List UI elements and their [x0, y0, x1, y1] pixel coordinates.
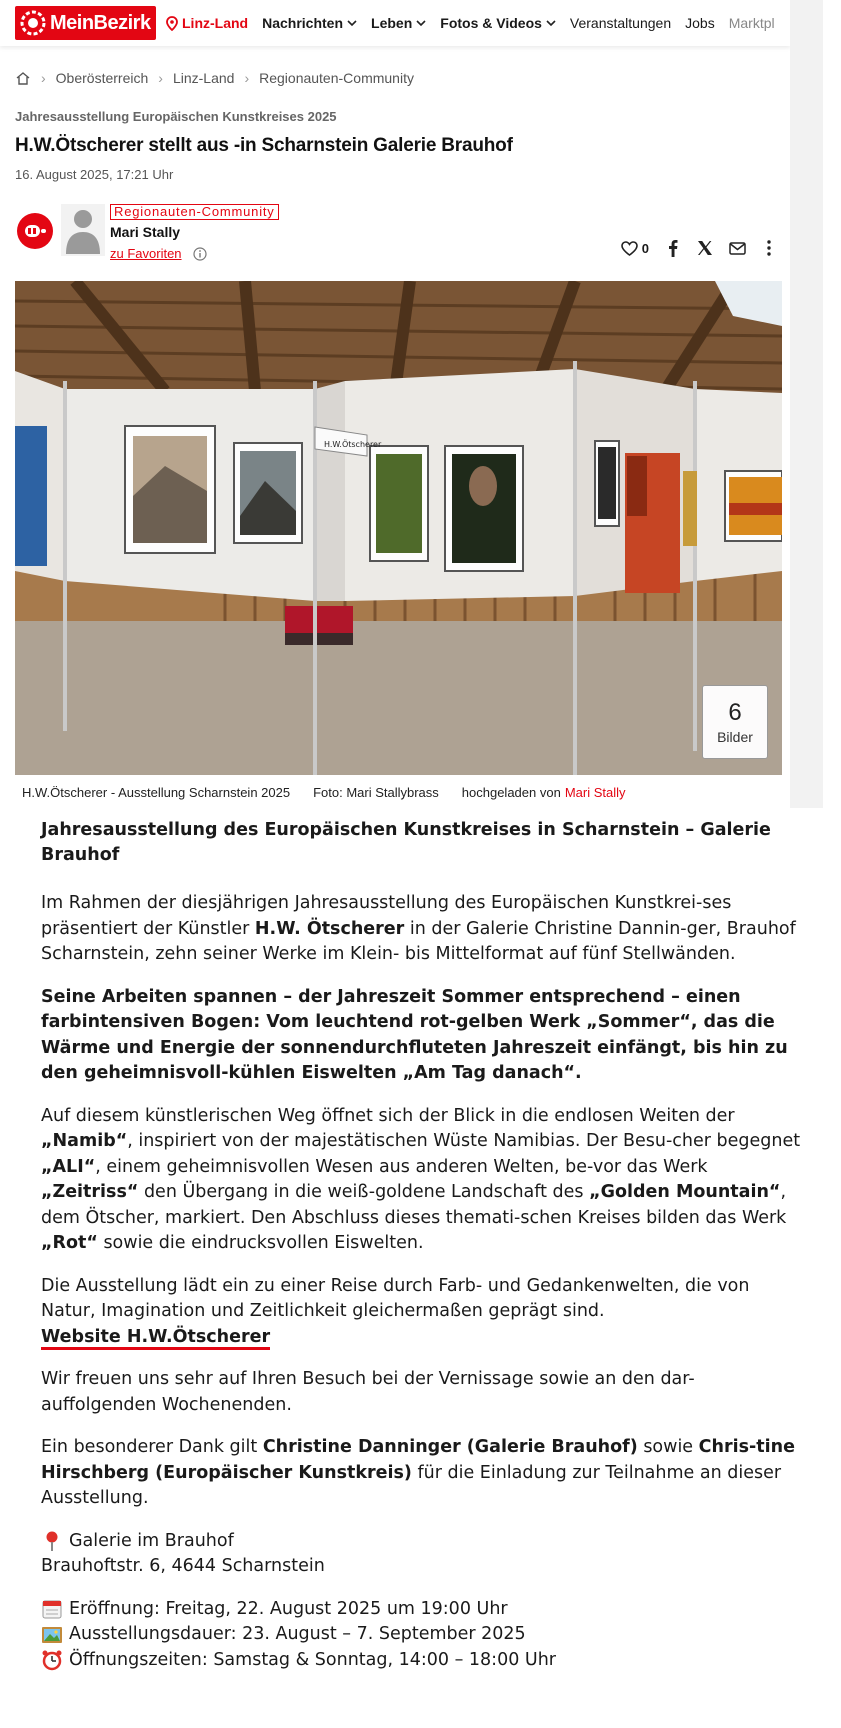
nav-item-fotos-videos[interactable] [440, 15, 556, 31]
breadcrumb-item[interactable]: Linz-Land [172, 70, 235, 86]
share-x-button[interactable] [689, 234, 721, 262]
x-icon [697, 240, 713, 256]
body-heading: Jahresausstellung des Europäischen Kunstkreises in Scharnstein – Galerie Brauhof [41, 820, 771, 865]
nav-item-label: Jobs [685, 15, 715, 31]
nav-item-label: Leben [371, 15, 413, 31]
breadcrumb [15, 70, 414, 86]
text: Ein besonderer Dank gilt [41, 1437, 263, 1457]
photo-credit: Foto: Mari Stallybrass [313, 784, 439, 800]
text: , inspiriert von der majestätischen Wüste Namibias. Der Besu-cher begegnet [127, 1131, 801, 1151]
text: den Übergang in die weiß-goldene Landschaft des [138, 1182, 590, 1202]
logo-mark-icon [20, 10, 46, 36]
chevron-down-icon [347, 20, 357, 27]
share-email-button[interactable] [721, 234, 753, 262]
map-pin-icon [166, 16, 178, 31]
article-date: 16. August 2025, 17:21 Uhr [15, 167, 174, 182]
text: Chris-tine Hirschberg (Europäischer Kunstkreis) [41, 1437, 795, 1483]
facebook-icon [668, 239, 678, 257]
paragraph-works [41, 1104, 809, 1257]
regionauten-badge-icon [17, 213, 53, 249]
user-icon [61, 204, 105, 256]
text: Im Rahmen der diesjährigen Jahresausstellung des Europäischen Kunstkrei-ses präsentiert der Künstler [41, 893, 732, 939]
text: , dem Ötscher, markiert. Den Abschluss dieses themati-schen Kreises bilden das Werk [41, 1182, 787, 1228]
gallery-label: Bilder [717, 729, 753, 745]
community-link[interactable]: Regionauten-Community [110, 204, 279, 220]
top-navigation [0, 0, 790, 46]
image-gallery-button[interactable] [702, 685, 768, 759]
artist-sign-text: H.W.Ötscherer [324, 440, 382, 449]
work-title: „ALI“ [41, 1156, 96, 1177]
duration-text: Ausstellungsdauer: 23. August – 7. September 2025 [69, 1624, 526, 1644]
more-options-button[interactable] [753, 234, 785, 262]
nav-item-label: Nachrichten [262, 15, 344, 31]
nav-item-nachrichten[interactable] [262, 15, 357, 31]
hours-line [41, 1648, 809, 1674]
nav-item-label: Marktpl [728, 15, 775, 31]
nav-item-veranstaltungen[interactable] [570, 15, 671, 31]
text: in der Galerie Christine Dannin-ger, Brauhof Scharnstein, zehn seiner Werke im Klein- bis Mittelformat auf fünf Stellwänden. [41, 918, 796, 964]
breadcrumb-separator-icon: › [158, 70, 163, 86]
text: sowie [637, 1437, 699, 1457]
text: sowie die eindrucksvollen Eiswelten. [97, 1233, 424, 1253]
region-selector[interactable] [166, 15, 248, 31]
more-vertical-icon [767, 240, 771, 256]
artist-website-link[interactable]: Website H.W.Ötscherer [41, 1327, 270, 1350]
paragraph-thanks [41, 1435, 809, 1512]
work-title: „Golden Mountain“ [589, 1182, 781, 1202]
calendar-icon [41, 1598, 63, 1620]
exhibition-photo [15, 281, 782, 775]
framed-picture-icon [41, 1624, 63, 1646]
like-count: 0 [641, 240, 649, 256]
paragraph-visit: Wir freuen uns sehr auf Ihren Besuch bei der Vernissage sowie an den dar-auffolgenden Wochenenden. [41, 1369, 695, 1415]
share-facebook-button[interactable] [657, 234, 689, 262]
share-bar [614, 234, 785, 262]
mail-icon [729, 242, 746, 255]
add-to-favorites-link[interactable]: zu Favoriten [110, 246, 182, 261]
text: Auf diesem künstlerischen Weg öffnet sich der Blick in die endlosen Weiten der [41, 1105, 735, 1126]
article-kicker: Jahresausstellung Europäischen Kunstkreises 2025 [15, 109, 337, 124]
opening-text: Eröffnung: Freitag, 22. August 2025 um 19:00 Uhr [69, 1598, 508, 1619]
gallery-count: 6 [728, 699, 742, 726]
text: Die Ausstellung lädt ein zu einer Reise durch Farb- und Gedankenwelten, die von Natur, Imagination und Zeitlichkeit gleichermaßen geprägt sind. [41, 1275, 750, 1321]
avatar[interactable] [61, 204, 105, 256]
logo-text: MeinBezirk [50, 11, 151, 34]
nav-item-jobs[interactable] [685, 15, 715, 31]
article-body [27, 808, 823, 1728]
uploaded-by-label: hochgeladen von [461, 784, 561, 800]
opening-line [41, 1597, 809, 1623]
caption-text: H.W.Ötscherer - Ausstellung Scharnstein 2025 [22, 784, 291, 800]
uploader-link[interactable]: Mari Stally [564, 784, 626, 800]
image-caption [15, 776, 790, 808]
author-row [15, 204, 785, 264]
round-pushpin-icon [41, 1530, 63, 1552]
info-icon[interactable] [193, 247, 207, 261]
venue-block [41, 1529, 809, 1580]
venue-name: Galerie im Brauhof [69, 1530, 234, 1551]
breadcrumb-item[interactable]: Oberösterreich [55, 70, 149, 86]
nav-item-label: Veranstaltungen [569, 15, 672, 31]
venue-name-line [41, 1529, 809, 1555]
heart-icon [621, 241, 638, 256]
breadcrumb-separator-icon: › [41, 70, 46, 86]
breadcrumb-item[interactable]: Regionauten-Community [259, 70, 414, 86]
chevron-down-icon [416, 20, 426, 27]
nav-item-marktplatz[interactable] [729, 15, 775, 31]
venue-address: Brauhoftstr. 6, 4644 Scharnstein [41, 1556, 325, 1576]
paragraph-intro [41, 891, 809, 968]
region-label: Linz-Land [182, 15, 249, 31]
duration-line [41, 1622, 809, 1648]
text: , einem geheimnisvollen Wesen aus anderen Welten, be-vor das Werk [95, 1156, 708, 1177]
event-details [41, 1597, 809, 1674]
article-title: H.W.Ötscherer stellt aus -in Scharnstein Galerie Brauhof [15, 135, 513, 156]
page-gutter [790, 0, 823, 808]
author-name[interactable]: Mari Stally [110, 224, 181, 240]
text: für die Einladung zur Teilnahme an dieser Ausstellung. [41, 1462, 782, 1508]
nav-item-leben[interactable] [371, 15, 426, 31]
home-icon[interactable] [15, 71, 31, 86]
hours-text: Öffnungszeiten: Samstag & Sonntag, 14:00 – 18:00 Uhr [69, 1649, 557, 1670]
alarm-clock-icon [41, 1649, 63, 1671]
artist-name: H.W. Ötscherer [254, 918, 405, 939]
paragraph-highlight: Seine Arbeiten spannen – der Jahreszeit Sommer entsprechend – einen farbintensiven Bogen: Vom leuchtend rot-gelben Werk „Sommer“, das die Wärme und Energie der sonnendurchfluteten Jahreszeit einfängt, bis hin zu den geheimnisvoll-kühlen Eiswelten „Am Tag danach“. [41, 986, 788, 1083]
paragraph-invitation [41, 1274, 809, 1351]
work-title: „Zeitriss“ [41, 1182, 139, 1202]
nav-item-label: Fotos & Videos [440, 15, 542, 31]
work-title: „Namib“ [41, 1131, 128, 1151]
chevron-down-icon [546, 20, 556, 27]
work-title: „Rot“ [41, 1233, 98, 1253]
hero-image[interactable] [15, 281, 782, 775]
text: Christine Danninger (Galerie Brauhof) [262, 1437, 638, 1457]
breadcrumb-separator-icon: › [244, 70, 250, 86]
meinbezirk-logo[interactable] [15, 6, 156, 40]
